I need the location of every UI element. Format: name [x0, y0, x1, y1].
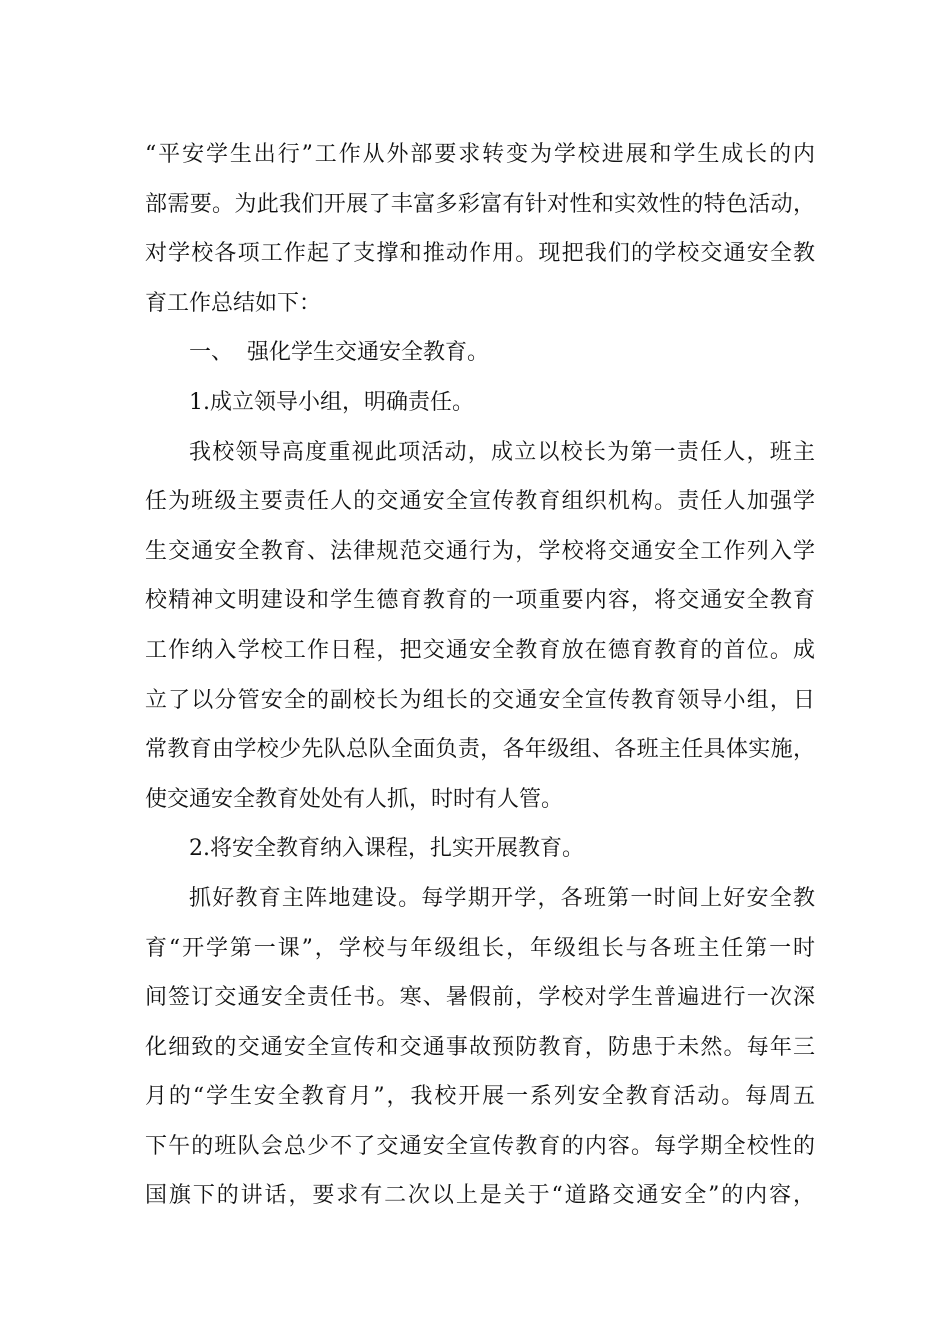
text-line: 抓好教育主阵地建设。每学期开学，各班第一时间上好安全教 — [189, 885, 815, 911]
text-line: 对学校各项工作起了支撑和推动作用。现把我们的学校交通安全教 — [145, 241, 815, 267]
text-line: 立了以分管安全的副校长为组长的交通安全宣传教育领导小组，日 — [145, 687, 815, 713]
text-line: 育工作总结如下： — [145, 290, 322, 316]
text-line: 使交通安全教育处处有人抓，时时有人管。 — [145, 786, 564, 812]
text-line: 任为班级主要责任人的交通安全宣传教育组织机构。责任人加强学 — [145, 489, 815, 515]
text-line: “平安学生出行”工作从外部要求转变为学校进展和学生成长的内 — [145, 142, 815, 167]
text-line: 下午的班队会总少不了交通安全宣传教育的内容。每学期全校性的 — [145, 1133, 815, 1159]
paragraph-1 — [145, 428, 815, 825]
text-line: 生交通安全教育、法律规范交通行为，学校将交通安全工作列入学 — [145, 538, 815, 564]
text-line: 育“开学第一课”，学校与年级组长，年级组长与各班主任第一时 — [145, 935, 815, 961]
text-line: 间签订交通安全责任书。寒、暑假前，学校对学生普遍进行一次深 — [145, 985, 815, 1011]
text-line: 国旗下的讲话，要求有二次以上是关于“道路交通安全”的内容， — [145, 1183, 815, 1209]
text-line: 化细致的交通安全宣传和交通事故预防教育，防患于未然。每年三 — [145, 1034, 815, 1060]
document-body — [145, 130, 815, 1221]
section-heading-1: 一、 强化学生交通安全教育。 — [189, 340, 489, 366]
text-line: 工作纳入学校工作日程，把交通安全教育放在德育教育的首位。成 — [145, 637, 815, 663]
paragraph-2 — [145, 874, 815, 1221]
text-line: 常教育由学校少先队总队全面负责，各年级组、各班主任具体实施， — [145, 737, 815, 763]
text-line: 我校领导高度重视此项活动，成立以校长为第一责任人，班主 — [189, 439, 815, 465]
subsection-heading-1: 1.成立领导小组，明确责任。 — [189, 389, 474, 415]
text-line: 校精神文明建设和学生德育教育的一项重要内容，将交通安全教育 — [145, 588, 815, 614]
paragraph-intro — [145, 130, 815, 328]
text-line: 部需要。为此我们开展了丰富多彩富有针对性和实效性的特色活动， — [145, 191, 815, 217]
text-line: 月的“学生安全教育月”，我校开展一系列安全教育活动。每周五 — [145, 1084, 815, 1110]
subsection-heading-2: 2.将安全教育纳入课程，扎实开展教育。 — [189, 836, 584, 862]
